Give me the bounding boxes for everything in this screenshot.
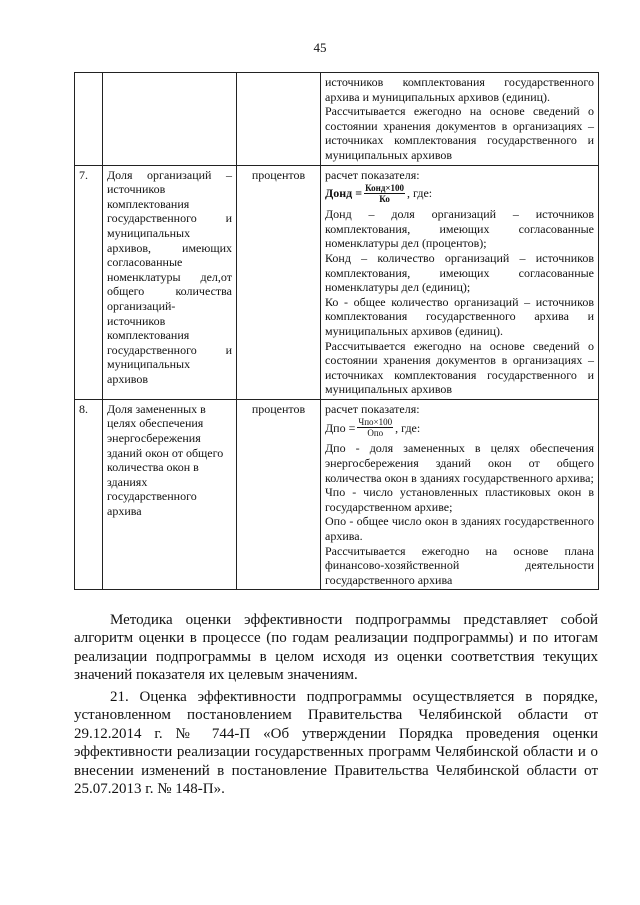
cell-name: Доля замененных в целях обеспечения энергосбережения зданий окон от общего количества окон в зданиях государственного архива bbox=[103, 399, 237, 590]
definition: Ко - общее количество организаций – источников комплектования государственного архива и муниципальных архивов (единиц). bbox=[325, 294, 594, 338]
formula-rest: , где: bbox=[407, 186, 433, 201]
formula-denominator: Опо bbox=[367, 428, 384, 439]
definition: Дпо - доля замененных в целях обеспечения энергосбережения зданий окон от общего количества окон в зданиях государственного архива; bbox=[325, 441, 594, 485]
formula bbox=[325, 183, 594, 204]
cell-method bbox=[321, 73, 599, 166]
table-row-continuation bbox=[75, 73, 599, 166]
formula-rest: , где: bbox=[395, 420, 421, 435]
cell-method bbox=[321, 165, 599, 399]
definition: Рассчитывается ежегодно на основе плана финансово-хозяйственной деятельности государственного архива bbox=[325, 543, 594, 587]
paragraph-21: 21. Оценка эффективности подпрограммы осуществляется в порядке, установленном постановлением Правительства Челябинской области от 29.12.2014 г. № 744-П «Об утверждении Порядка проведения оценки эффективности реализации государственных программ Челябинской области и о внесении изменений в постановление Правительства Челябинской области от 25.07.2013 г. № 148-П». bbox=[74, 689, 598, 798]
formula-lhs: Дпо = bbox=[325, 420, 356, 435]
definition: Опо - общее число окон в зданиях государственного архива. bbox=[325, 514, 594, 544]
definition: Конд – количество организаций – источников комплектования, имеющих согласованные номенклатуры дел (единиц); bbox=[325, 250, 594, 295]
cell-unit: процентов bbox=[237, 165, 321, 399]
cell-num bbox=[75, 73, 103, 166]
cell-name bbox=[103, 73, 237, 166]
paragraph-methodology: Методика оценки эффективности подпрограммы представляет собой алгоритм оценки в процессе (по годам реализации подпрограммы) и по итогам реализации подпрограммы в целом исходя из оценки соответствия текущих значений показателя их целевым значениям. bbox=[74, 612, 598, 684]
formula-lhs: Донд = bbox=[325, 186, 363, 201]
cell-num: 8. bbox=[75, 399, 103, 590]
formula-fraction bbox=[357, 417, 393, 438]
cell-unit bbox=[237, 73, 321, 166]
method-text: источников комплектования государственного архива и муниципальных архивов (единиц). bbox=[325, 75, 594, 104]
formula-denominator: Ко bbox=[379, 194, 390, 205]
formula-numerator: Чпо×100 bbox=[358, 417, 393, 428]
definition: Чпо - число установленных пластиковых окон в государственном архиве; bbox=[325, 485, 594, 514]
cell-num: 7. bbox=[75, 165, 103, 399]
definition: Донд – доля организаций – источников комплектования, имеющих согласованные номенклатуры дел (процентов); bbox=[325, 207, 594, 251]
formula-numerator: Конд×100 bbox=[365, 183, 405, 194]
table-row-7 bbox=[75, 165, 599, 399]
calc-title: расчет показателя: bbox=[325, 401, 420, 416]
indicators-table bbox=[74, 72, 599, 590]
formula-fraction bbox=[364, 183, 405, 204]
calc-title: расчет показателя: bbox=[325, 167, 420, 182]
definition: Рассчитывается ежегодно на основе сведений о состоянии хранения документов в организациях – источниках комплектования государственного и муниципальных архивов bbox=[325, 338, 594, 397]
cell-method bbox=[321, 399, 599, 590]
formula bbox=[325, 417, 594, 438]
table-row-8 bbox=[75, 399, 599, 590]
cell-unit: процентов bbox=[237, 399, 321, 590]
cell-name: Доля организаций – источников комплектования государственного и муниципальных архивов, имеющих согласованные номенклатуры дел,от общего количества организаций-источников комплектования государственного и муниципальных архивов bbox=[103, 165, 237, 399]
method-text: Рассчитывается ежегодно на основе сведений о состоянии хранения документов в организациях – источниках комплектования государственного и муниципальных архивов bbox=[325, 104, 594, 162]
page-number: 45 bbox=[313, 40, 327, 55]
